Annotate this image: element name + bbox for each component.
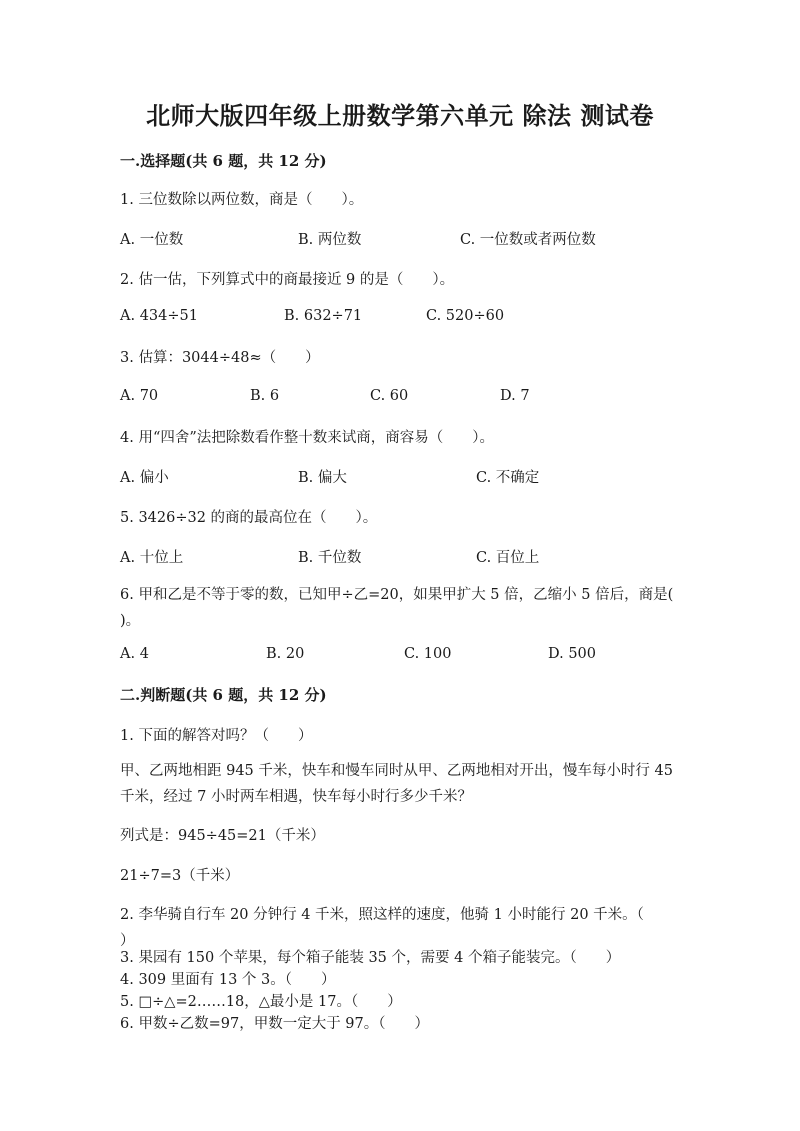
section-heading-choice: 一.选择题(共 6 题，共 12 分) — [120, 152, 327, 170]
option-c: C. 百位上 — [476, 550, 540, 566]
option-a: A. 4 — [120, 646, 149, 662]
option-c: C. 不确定 — [476, 470, 540, 486]
page-title: 北师大版四年级上册数学第六单元 除法 测试卷 — [146, 101, 654, 130]
option-b: B. 两位数 — [298, 232, 362, 248]
option-c: C. 60 — [370, 388, 409, 404]
question-stem: 2. 估一估，下列算式中的商最接近 9 的是（ ）。 — [120, 272, 455, 288]
option-d: D. 500 — [548, 646, 597, 662]
option-b: B. 偏大 — [298, 470, 347, 486]
option-c: C. 520÷60 — [426, 308, 505, 324]
question-stem: 1. 三位数除以两位数，商是（ ）。 — [120, 192, 364, 208]
judge-question: 3. 果园有 150 个苹果，每个箱子能装 35 个，需要 4 个箱子能装完。（ ） — [120, 950, 621, 966]
option-a: A. 偏小 — [120, 470, 169, 486]
judge-question: 5. □÷△=2……18，△最小是 17。（ ） — [120, 994, 402, 1010]
option-b: B. 632÷71 — [284, 308, 363, 324]
option-c: C. 100 — [404, 646, 452, 662]
judge-question: 2. 李华骑自行车 20 分钟行 4 千米，照这样的速度，他骑 1 小时能行 20 千米。（ ） — [120, 907, 673, 949]
option-a: A. 434÷51 — [120, 308, 198, 324]
question-stem: 4. 用“四舍”法把除数看作整十数来试商，商容易（ ）。 — [120, 430, 495, 446]
option-b: B. 6 — [250, 388, 280, 404]
question-stem: 3. 估算：3044÷48≈（ ） — [120, 350, 320, 366]
judge-question: 4. 309 里面有 13 个 3。（ ） — [120, 972, 336, 988]
judge-question: 6. 甲数÷乙数=97，甲数一定大于 97。（ ） — [120, 1016, 430, 1032]
option-a: A. 一位数 — [120, 232, 184, 248]
solution-step: 列式是：945÷45=21（千米） — [120, 828, 325, 844]
option-b: B. 千位数 — [298, 550, 362, 566]
option-a: A. 70 — [120, 388, 159, 404]
option-b: B. 20 — [266, 646, 305, 662]
solution-step: 21÷7=3（千米） — [120, 868, 240, 884]
option-c: C. 一位数或者两位数 — [460, 232, 596, 248]
section-heading-judge: 二.判断题(共 6 题，共 12 分) — [120, 686, 327, 704]
option-a: A. 十位上 — [120, 550, 184, 566]
question-stem: 5. 3426÷32 的商的最高位在（ ）。 — [120, 510, 378, 526]
question-stem: 6. 甲和乙是不等于零的数，已知甲÷乙=20，如果甲扩大 5 倍，乙缩小 5 倍后，商是( )。 — [120, 587, 717, 629]
judge-problem-text: 甲、乙两地相距 945 千米，快车和慢车同时从甲、乙两地相对开出，慢车每小时行 45 千米，经过 7 小时两车相遇，快车每小时行多少千米？ — [120, 763, 673, 805]
judge-question: 1. 下面的解答对吗？（ ） — [120, 728, 313, 744]
option-d: D. 7 — [500, 388, 530, 404]
